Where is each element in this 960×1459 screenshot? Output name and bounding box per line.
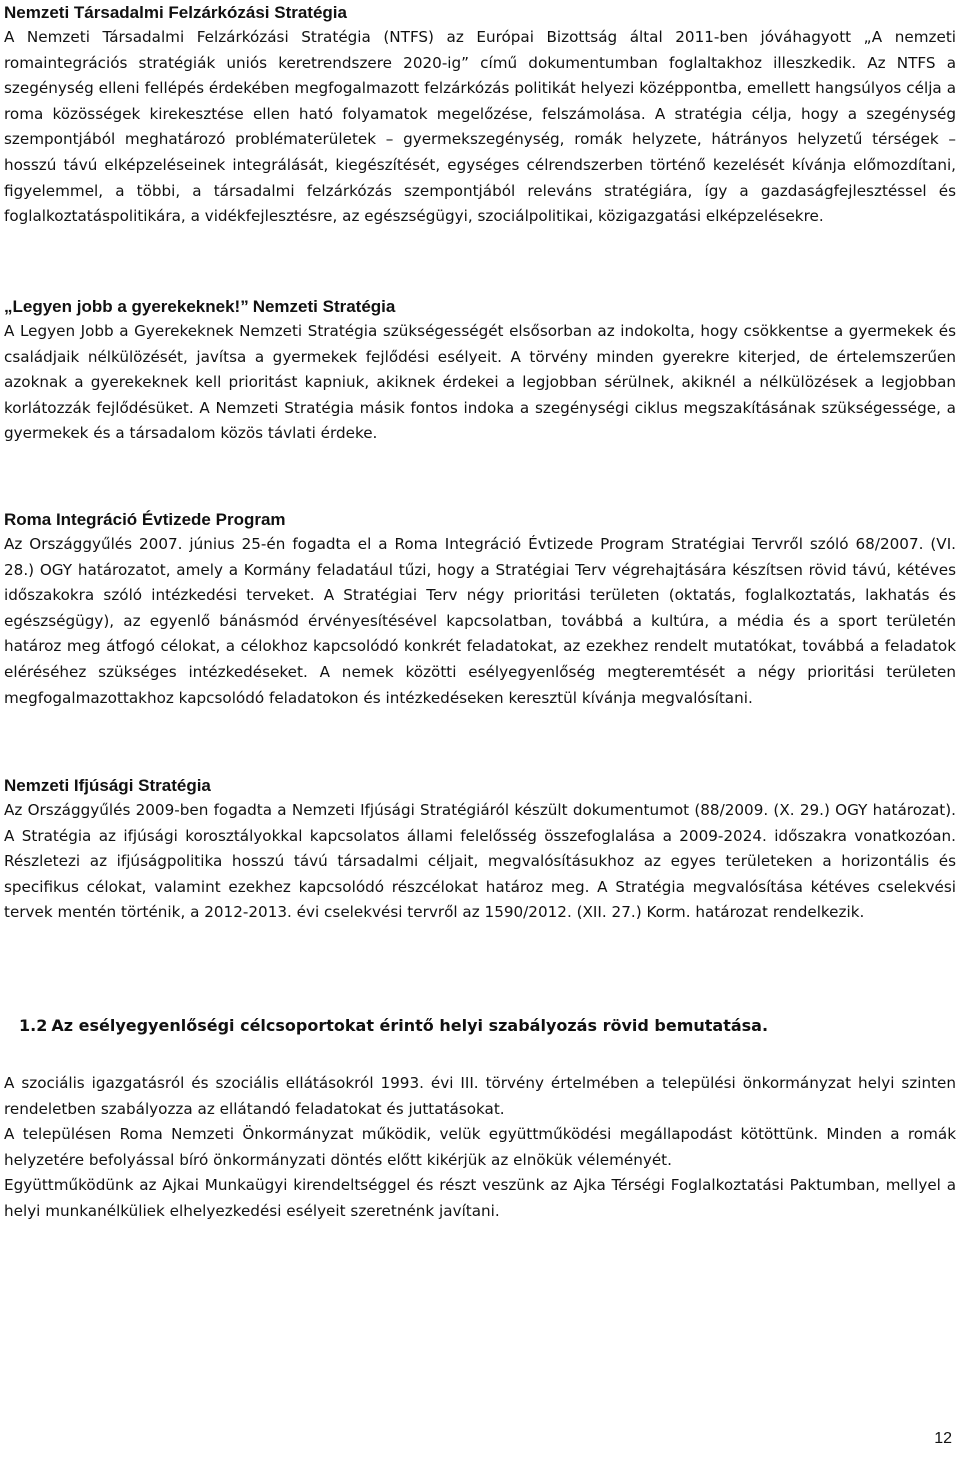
paragraph: A szociális igazgatásról és szociális ellátásokról 1993. évi III. törvény értelmében a települési önkormányzat helyi szinten rendeletben szabályozza az ellátandó feladatokat és juttatásokat. — [4, 1074, 956, 1118]
section-heading: Nemzeti Ifjúsági Stratégia — [4, 776, 211, 795]
section-body: Az Országgyűlés 2007. június 25-én fogadta el a Roma Integráció Évtizede Program Stratégiai Tervről szóló 68/2007. (VI. 28.) OGY határozatot, amely a Kormány feladatául tűzi, hogy a Stratégiai Terv végrehajtására készítsen rövid távú, kétéves időszakokra szóló intézkedési terveket. A Stratégiai Terv négy prioritási területen (oktatás, foglalkoztatás, lakhatás és egészségügy), az egyenlő bánásmód érvényesítésével kapcsolatban, továbbá a kultúra, a média és a sport területén határoz meg átfogó célokat, a célokhoz kapcsolódó konkrét feladatokat, az ezekhez rendelt mutatókat, továbbá a feladatok eléréséhez szükséges intézkedéseket. A nemek közötti esélyegyenlőség megteremtését a négy prioritási területen megfogalmazottakhoz kapcsolódó feladatokon és intézkedéseken keresztül kívánja megvalósítani. — [4, 535, 956, 707]
section-body: A Nemzeti Társadalmi Felzárkózási Stratégia (NTFS) az Európai Bizottság által 2011-ben jóváhagyott „A nemzeti romaintegrációs stratégiák uniós keretrendszere 2020-ig” című dokumentumban foglaltakhoz illeszkedik. Az NTFS a szegénység elleni fellépés érdekében megfogalmazott felzárkózás politikát helyezi középpontba, emellett hangsúlyos célja a roma közösségek kirekesztése ellen ható folyamatok megelőzése, felszámolása. A stratégia célja, hogy a szegénység szempontjából meghatározó problématerületek – gyermekszegénység, romák helyzete, hátrányos helyzetű térségek – hosszú távú elképzeléseinek integrálását, kiegészítését, egységes célrendszerben történő kezelését kívánja előmozdítani, figyelemmel, a többi, a társadalmi felzárkózás szempontjából releváns stratégiára, így a gazdaságfejlesztéssel és foglalkoztatáspolitikára, a vidékfejlesztésre, az egészségügyi, szociálpolitikai, közigazgatási elképzelésekre. — [4, 28, 956, 226]
section-heading-quote: „Legyen jobb a gyerekeknek!” — [4, 297, 249, 316]
heading-number: 1.2 — [19, 1016, 48, 1035]
section-heading-rest: Nemzeti Stratégia — [252, 297, 396, 316]
section-legyen-jobb — [4, 294, 956, 447]
section-body: A Legyen Jobb a Gyerekeknek Nemzeti Stratégia szükségességét elsősorban az indokolta, hogy csökkentse a gyermekek és családjaik nélkülözését, javítsa a gyermekek fejlődési esélyeit. A törvény minden gyerekre kiterjed, de értelemszerűen azoknak a gyerekeknek kell prioritást kapniuk, akiknek érdekei a legjobban sérülnek, akiknél a nélkülözések a legjobban korlátozzák fejlődésüket. A Nemzeti Stratégia másik fontos indoka a szegénységi ciklus megszakításának szükségessége, a gyermekek és a társadalom közös távlati érdeke. — [4, 322, 956, 443]
heading-text: Az esélyegyenlőségi célcsoportokat érintő helyi szabályozás rövid bemutatása. — [51, 1016, 769, 1035]
section-heading: Roma Integráció Évtizede Program — [4, 510, 286, 529]
section-ntfs — [4, 0, 956, 230]
section-heading — [4, 294, 956, 319]
paragraph: A településen Roma Nemzeti Önkormányzat működik, velük együttműködési megállapodást kötöttünk. Minden a romák helyzetére befolyással bíró önkormányzati döntés előtt kikérjük az elnökük véleményét. — [4, 1125, 956, 1169]
section-local-regulation — [4, 1071, 956, 1225]
page-number: 12 — [934, 1430, 952, 1447]
paragraph: Együttműködünk az Ajkai Munkaügyi kirendeltséggel és részt veszünk az Ajka Térségi Foglalkoztatási Paktumban, mellyel a helyi munkanélküliek elhelyezkedési esélyeit szeretnénk javítani. — [4, 1176, 956, 1220]
numbered-heading — [19, 1014, 919, 1038]
section-roma-integracio — [4, 507, 956, 711]
section-body: Az Országgyűlés 2009-ben fogadta a Nemzeti Ifjúsági Stratégiáról készült dokumentumot (88/2009. (X. 29.) OGY határozat). A Stratégia az ifjúsági korosztályokkal kapcsolatos állami felelősség összefoglalása a 2009-2024. időszakra vonatkozóan. Részletezi az ifjúságpolitika hosszú távú társadalmi céljait, megvalósításukhoz az egyes területeken a horizontális és specifikus célokat, valamint ezekhez kapcsolódó részcélokat határoz meg. A Stratégia megvalósítása kétéves cselekvési tervek mentén történik, a 2012-2013. évi cselekvési tervről az 1590/2012. (XII. 27.) Korm. határozat rendelkezik. — [4, 801, 956, 922]
section-ifjusagi — [4, 773, 956, 926]
section-heading: Nemzeti Társadalmi Felzárkózási Stratégia — [4, 3, 347, 22]
